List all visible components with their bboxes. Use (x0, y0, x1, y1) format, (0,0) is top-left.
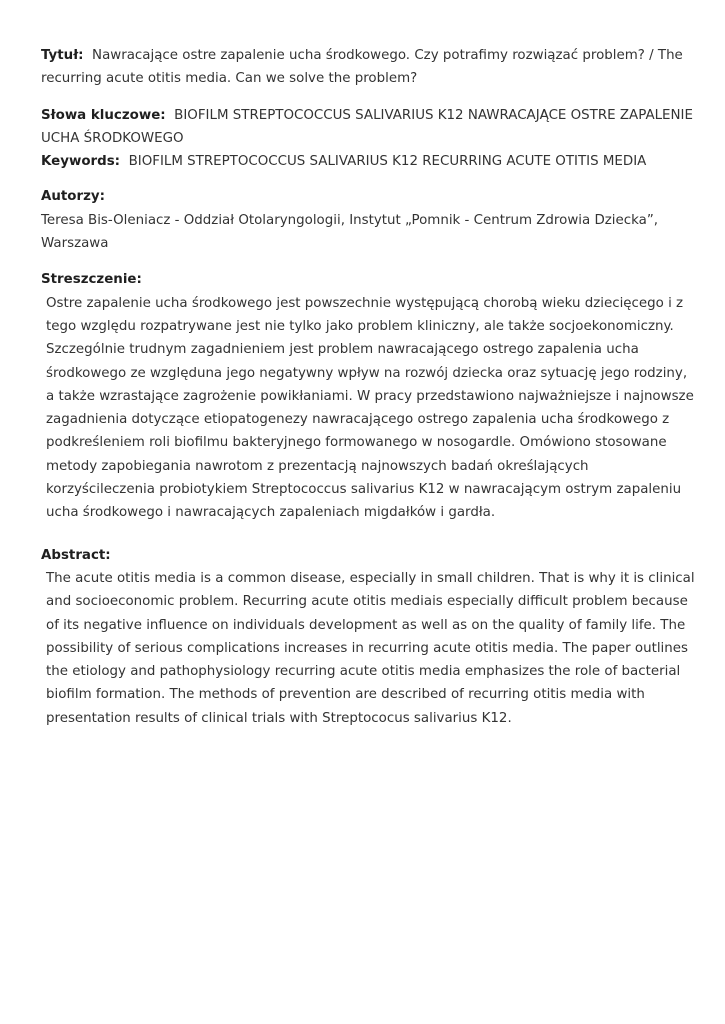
summary-pl-line: Ostre zapalenie ucha środkowego jest powszechnie występującą chorobą wieku dziecięcego i z (46, 295, 684, 311)
summary-pl-line: podkreśleniem roli biofilmu bakteryjnego formowanego w nosogardle. Omówiono stosowane (46, 435, 667, 451)
abstract-en-line: of its negative influence on individuals development as well as on the quality of family life. The (46, 617, 686, 633)
title-label: Tytuł: (41, 48, 84, 63)
keywords-pl-section (41, 104, 693, 151)
title-text-1: Nawracające ostre zapalenie ucha środkowego. Czy potrafimy rozwiązać problem? / The (92, 48, 683, 63)
abstract-en-line: biofilm formation. The methods of prevention are described of recurring otitis media with (46, 687, 645, 703)
abstract-en-section (41, 544, 695, 730)
authors-label: Autorzy: (41, 189, 105, 205)
title-text-2: recurring acute otitis media. Can we solve the problem? (41, 71, 418, 87)
summary-pl-line: środkowego ze względuna jego negatywny wpływ na rozwój dziecka oraz sytuację jego rodziny, (46, 365, 688, 381)
keywords-en-text: BIOFILM STREPTOCOCCUS SALIVARIUS K12 RECURRING ACUTE OTITIS MEDIA (128, 154, 647, 170)
summary-pl-line: a także wzrastające zagrożenie powikłaniami. W pracy przedstawiono najważniejsze i najnowsze (46, 388, 694, 404)
keywords-pl-label: Słowa kluczowe: (41, 107, 166, 123)
authors-text-1: Teresa Bis-Oleniacz - Oddział Otolaryngologii, Instytut „Pomnik - Centrum Zdrowia Dziecka”, (41, 212, 659, 228)
summary-pl-paragraph (41, 292, 694, 525)
title-line-1 (41, 44, 683, 67)
title-section (41, 44, 683, 91)
authors-text-2: Warszawa (41, 236, 109, 252)
summary-pl-line: ucha środkowego i nawracających zapaleniach migdałków i gardła. (46, 505, 496, 521)
authors-section (41, 185, 671, 255)
keywords-pl-text-2: UCHA ŚRODKOWEGO (41, 130, 184, 146)
abstract-en-line: presentation results of clinical trials with Streptococus salivarius K12. (46, 710, 512, 726)
abstract-en-line: possibility of serious complications increases in recurring acute otitis media. The paper outlines (46, 640, 688, 656)
keywords-en-section (41, 150, 671, 173)
summary-pl-line: Szczególnie trudnym zagadnieniem jest problem nawracającego ostrego zapalenia ucha (46, 342, 639, 358)
summary-pl-line: korzyścileczenia probiotykiem Streptococcus salivarius K12 w nawracającym ostrym zapaleniu (46, 482, 682, 498)
document-page (41, 44, 695, 730)
abstract-en-line: and socioeconomic problem. Recurring acute otitis mediais especially difficult problem because (46, 594, 688, 610)
abstract-en-line: The acute otitis media is a common disease, especially in small children. That is why it is clinical (46, 570, 695, 586)
summary-pl-section (41, 268, 694, 524)
abstract-en-paragraph (41, 567, 695, 730)
keywords-en-line (41, 150, 671, 173)
keywords-en-label: Keywords: (41, 154, 121, 170)
keywords-pl-line-1 (41, 104, 693, 127)
summary-pl-line: zagadnienia dotyczące etiopatogenezy nawracającego ostrego zapalenia ucha środkowego z (46, 412, 670, 428)
keywords-pl-text-1: BIOFILM STREPTOCOCCUS SALIVARIUS K12 NAWRACAJĄCE OSTRE ZAPALENIE (174, 107, 693, 123)
abstract-en-line: the etiology and pathophysiology recurring acute otitis media emphasizes the role of bacterial (46, 664, 681, 680)
summary-pl-line: tego względu rozpatrywane jest nie tylko jako problem kliniczny, ale także socjoekonomiczny. (46, 318, 674, 334)
summary-pl-line: metody zapobiegania nawrotom z prezentacją najnowszych badań określających (46, 458, 589, 474)
summary-pl-label: Streszczenie: (41, 272, 142, 288)
abstract-en-label: Abstract: (41, 547, 111, 563)
